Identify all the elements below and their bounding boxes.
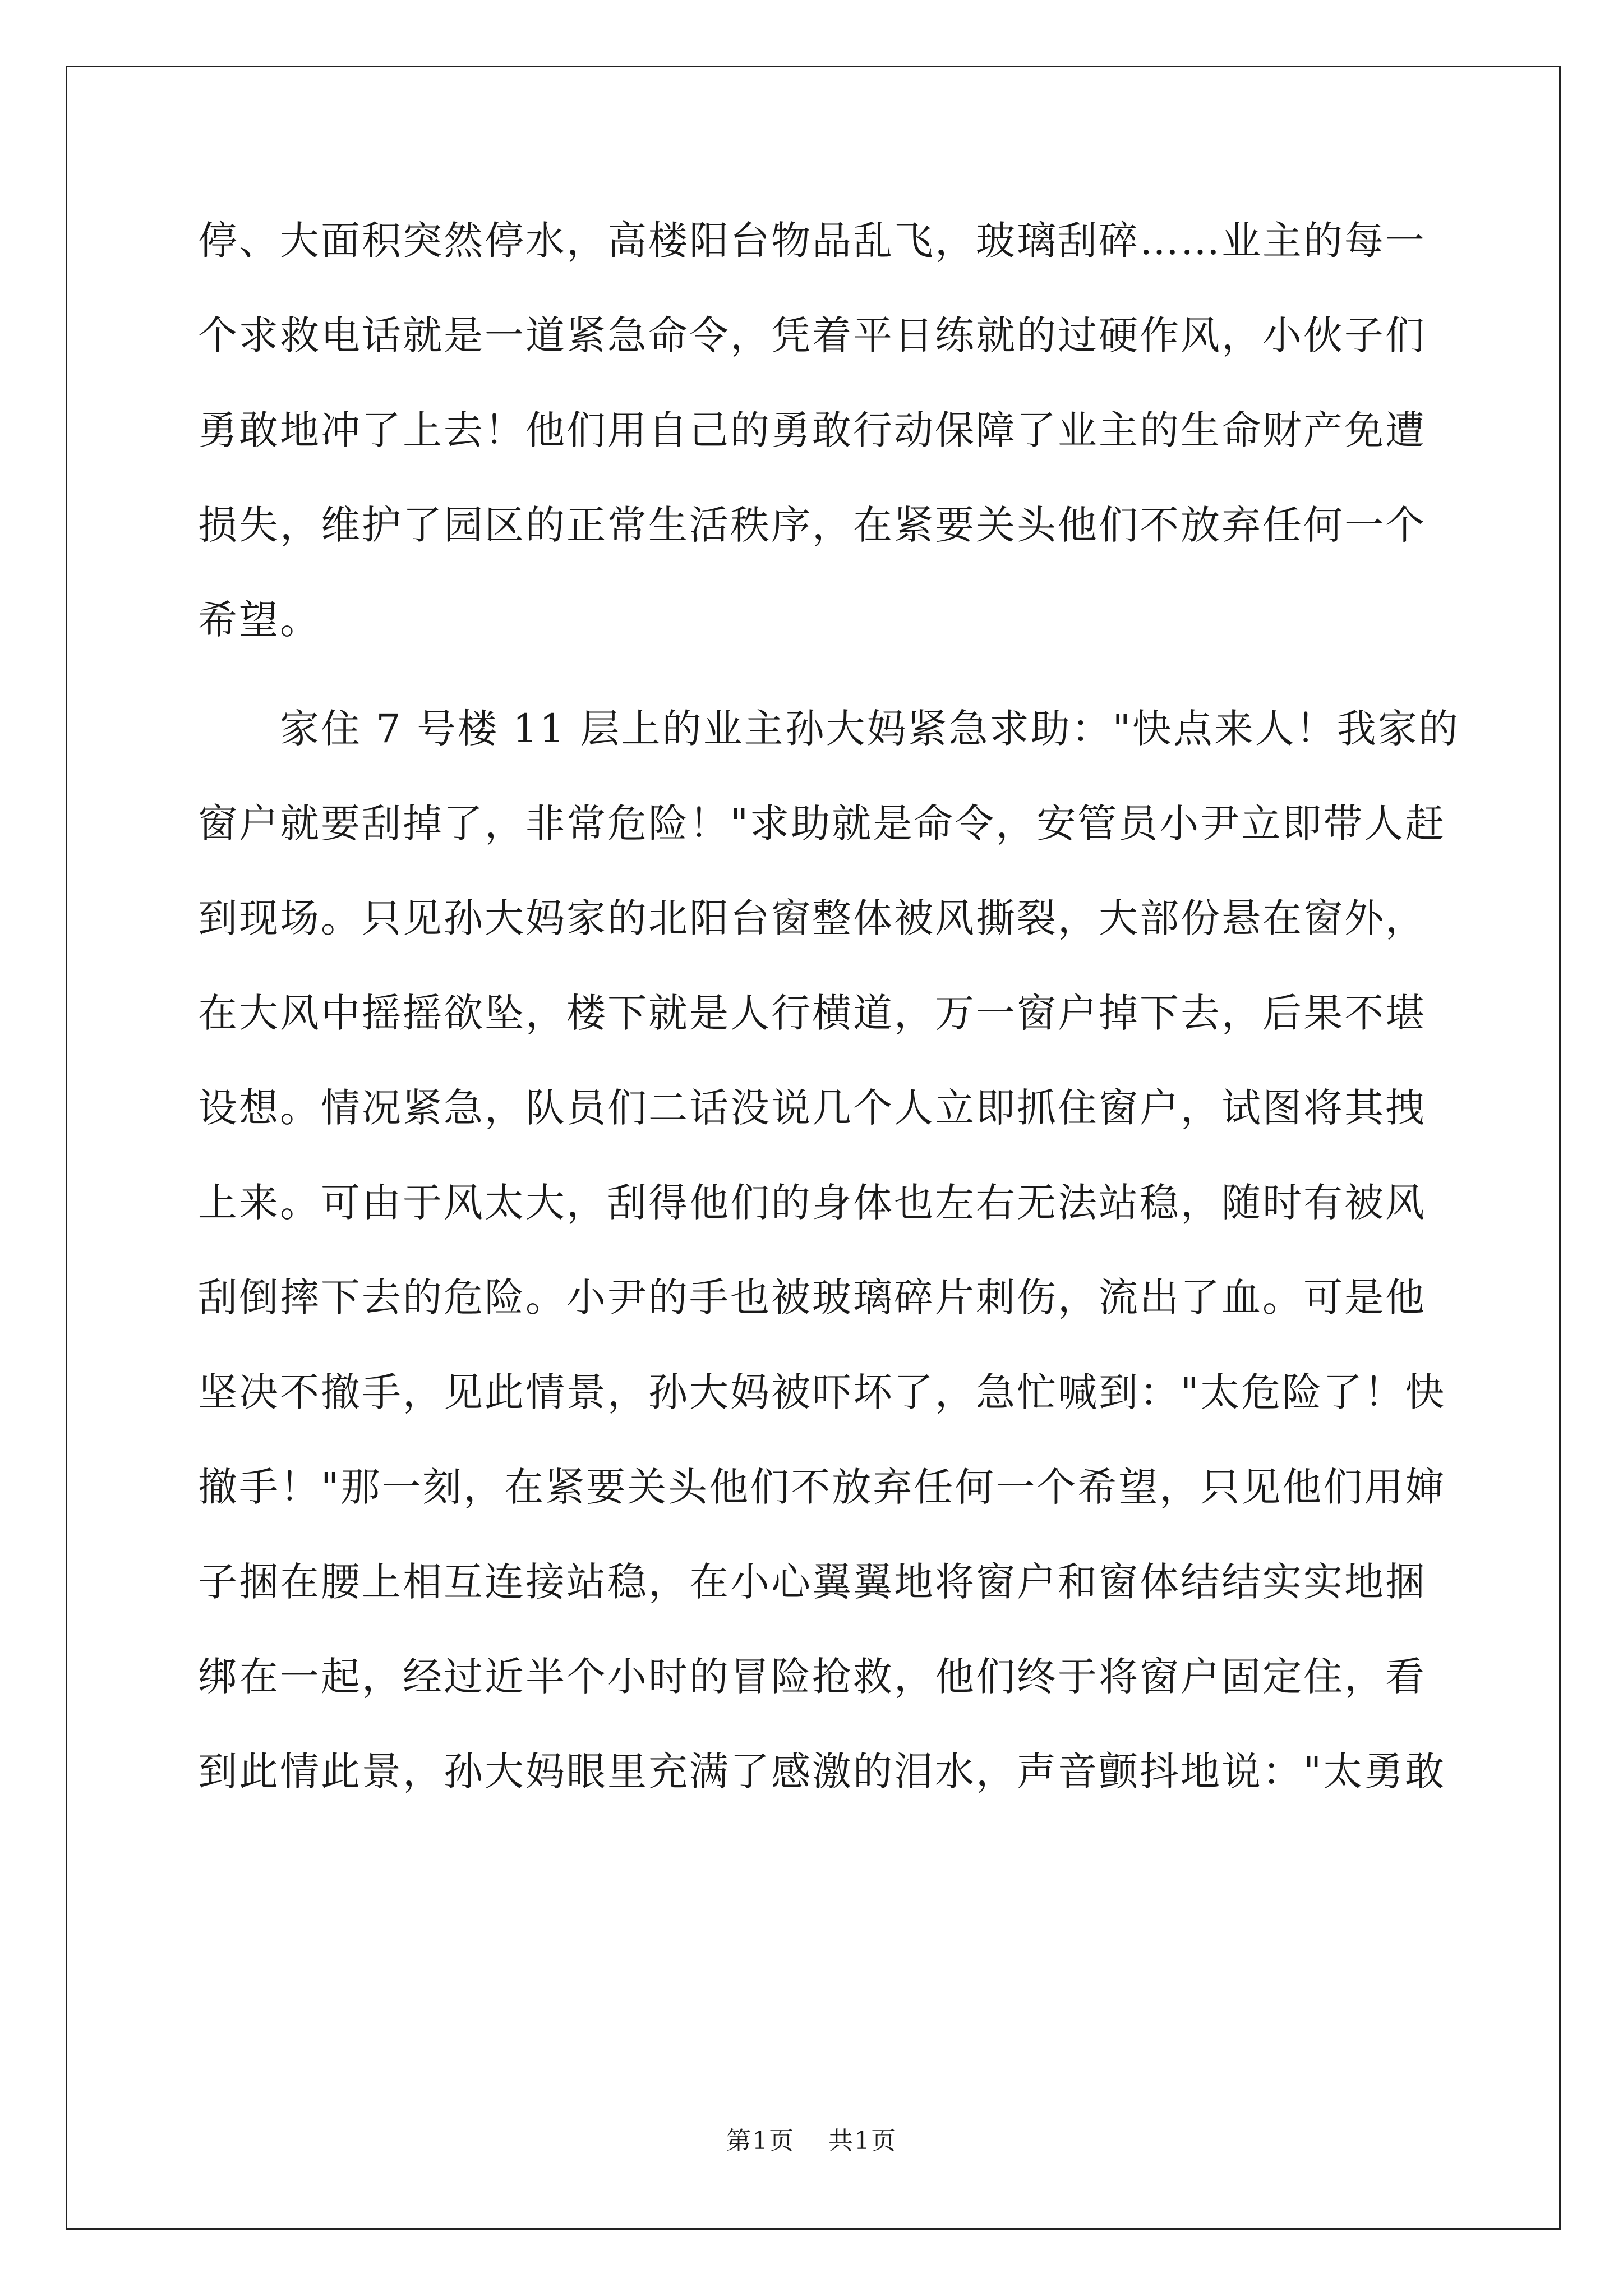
text-line: 窗户就要刮掉了，非常危险！"求助就是命令，安管员小尹立即带人赶	[198, 800, 1446, 846]
text-line: 个求救电话就是一道紧急命令，凭着平日练就的过硬作风，小伙子们	[198, 312, 1426, 358]
text-line: 撤手！"那一刻，在紧要关头他们不放弃任何一个希望，只见他们用婶	[198, 1464, 1446, 1510]
text-line: 希望。	[198, 597, 321, 643]
text-line: 家住 7 号楼 11 层上的业主孙大妈紧急求助："快点来人！我家的	[198, 706, 1460, 752]
document-body	[198, 194, 1460, 1819]
text-line: 子捆在腰上相互连接站稳，在小心翼翼地将窗户和窗体结结实实地捆	[198, 1559, 1426, 1605]
text-line: 到现场。只见孙大妈家的北阳台窗整体被风撕裂，大部份悬在窗外，	[198, 895, 1426, 941]
paragraph-gap	[198, 668, 1426, 682]
page-total: 共1页	[828, 2127, 897, 2155]
page-number: 第1页	[726, 2127, 795, 2155]
text-line: 上来。可由于风太大，刮得他们的身体也左右无法站稳，随时有被风	[198, 1180, 1426, 1226]
text-line: 损失，维护了园区的正常生活秩序，在紧要关头他们不放弃任何一个	[198, 502, 1426, 548]
text-line: 在大风中摇摇欲坠，楼下就是人行横道，万一窗户掉下去，后果不堪	[198, 990, 1426, 1036]
text-line: 坚决不撤手，见此情景，孙大妈被吓坏了，急忙喊到："太危险了！快	[198, 1369, 1446, 1415]
text-line: 设想。情况紧急，队员们二话没说几个人立即抓住窗户，试图将其拽	[198, 1085, 1426, 1131]
text-line: 刮倒摔下去的危险。小尹的手也被玻璃碎片刺伤，流出了血。可是他	[198, 1274, 1426, 1320]
text-line: 绑在一起，经过近半个小时的冒险抢救，他们终于将窗户固定住，看	[198, 1654, 1426, 1700]
text-line: 到此情此景，孙大妈眼里充满了感激的泪水，声音颤抖地说："太勇敢	[198, 1749, 1446, 1795]
page-footer	[0, 2120, 1623, 2156]
text-line: 勇敢地冲了上去！他们用自己的勇敢行动保障了业主的生命财产免遭	[198, 407, 1426, 453]
text-line: 停、大面积突然停水，高楼阳台物品乱飞，玻璃刮碎……业主的每一	[198, 218, 1426, 264]
